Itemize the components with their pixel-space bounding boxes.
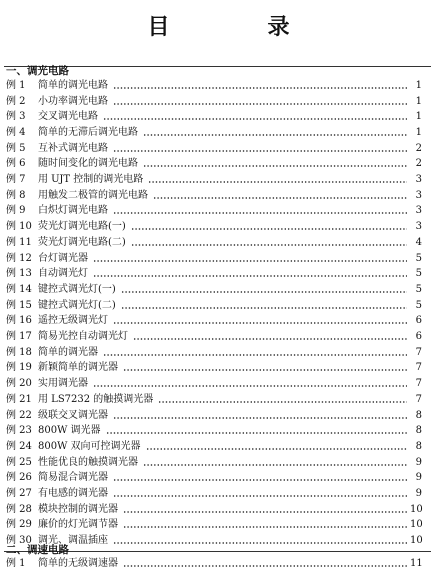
entry-page: 3: [415, 205, 422, 217]
dot-leader: [123, 511, 407, 513]
dot-leader: [146, 448, 407, 450]
entry-title: 800W 调光器: [38, 425, 101, 437]
toc-entry: [6, 157, 422, 173]
entry-page: 2: [415, 158, 422, 170]
dot-leader: [113, 322, 407, 324]
entry-number: 例 13: [6, 268, 32, 280]
entry-page: 2: [415, 142, 422, 154]
toc-entry: [6, 94, 422, 110]
toc-entry: [6, 78, 422, 94]
dot-leader: [113, 495, 407, 497]
entry-title: 键控式调光灯(二): [38, 299, 116, 311]
entry-title: 廉价的灯光调节器: [38, 519, 118, 531]
dot-leader: [113, 150, 407, 152]
entry-title: 随时间变化的调光电路: [38, 158, 138, 170]
entry-number: 例 4: [6, 126, 26, 138]
toc-entry: [6, 376, 422, 392]
entry-number: 例 29: [6, 519, 32, 531]
entry-number: 例 21: [6, 393, 32, 405]
entry-title: 简易混合调光器: [38, 472, 108, 484]
entry-page: 6: [415, 315, 422, 327]
toc-entry: [6, 266, 422, 282]
dot-leader: [148, 181, 407, 183]
entry-page: 1: [415, 126, 422, 138]
toc-entry: [6, 423, 422, 439]
entry-page: 1: [415, 95, 422, 107]
entry-number: 例 2: [6, 95, 26, 107]
entry-title: 800W 双向可控调光器: [38, 440, 141, 452]
dot-leader: [103, 354, 407, 356]
dot-leader: [153, 197, 407, 199]
section-heading-speed: 二、调速电路: [6, 544, 69, 556]
entry-page: 5: [415, 299, 422, 311]
toc-entry: [6, 188, 422, 204]
entry-title: 用触发二极管的调光电路: [38, 189, 148, 201]
entry-title: 简单的无滞后调光电路: [38, 126, 138, 138]
entry-number: 例 12: [6, 252, 32, 264]
toc-entry: [6, 235, 422, 251]
entry-title: 级联交叉调光器: [38, 409, 108, 421]
entry-title: 调光、调温插座: [38, 535, 108, 547]
entry-title: 简易光控自动调光灯: [38, 331, 128, 343]
toc-entry: [6, 345, 422, 361]
entry-number: 例 20: [6, 378, 32, 390]
dot-leader: [123, 565, 407, 567]
entry-number: 例 16: [6, 315, 32, 327]
entry-page: 7: [415, 378, 422, 390]
toc-entry: [6, 219, 422, 235]
entry-title: 新颖简单的调光器: [38, 362, 118, 374]
dot-leader: [131, 244, 407, 246]
entry-page: 3: [415, 221, 422, 233]
entry-page: 10: [410, 519, 423, 531]
entry-page: 7: [415, 346, 422, 358]
dot-leader: [121, 291, 407, 293]
entry-page: 7: [415, 362, 422, 374]
section-heading-dimming: 一、调光电路: [6, 65, 69, 77]
entry-page: 8: [415, 440, 422, 452]
entry-number: 例 30: [6, 535, 32, 547]
entry-title: 性能优良的触摸调光器: [38, 456, 138, 468]
entry-page: 5: [415, 252, 422, 264]
entry-number: 例 17: [6, 331, 32, 343]
entry-number: 例 11: [6, 236, 32, 248]
entry-title: 小功率调光电路: [38, 95, 108, 107]
entry-page: 9: [415, 472, 422, 484]
dot-leader: [93, 275, 407, 277]
dot-leader: [133, 338, 407, 340]
dot-leader: [123, 369, 407, 371]
entry-number: 例 27: [6, 488, 32, 500]
entry-page: 1: [415, 111, 422, 123]
toc-entry: [6, 172, 422, 188]
entry-title: 简单的调光器: [38, 346, 98, 358]
dot-leader: [93, 260, 407, 262]
dot-leader: [123, 526, 407, 528]
dot-leader: [158, 401, 407, 403]
entry-page: 6: [415, 331, 422, 343]
entry-page: 7: [415, 393, 422, 405]
entry-number: 例 28: [6, 503, 32, 515]
entry-number: 例 24: [6, 440, 32, 452]
entry-page: 5: [415, 268, 422, 280]
dot-leader: [113, 212, 407, 214]
toc-entry: [6, 329, 422, 345]
entry-number: 例 3: [6, 111, 26, 123]
toc-entry: [6, 314, 422, 330]
toc-entry: [6, 392, 422, 408]
dot-leader: [113, 479, 407, 481]
entry-number: 例 22: [6, 409, 32, 421]
toc-entry: [6, 298, 422, 314]
entry-title: 键控式调光灯(一): [38, 283, 116, 295]
dot-leader: [121, 307, 407, 309]
entry-page: 9: [415, 456, 422, 468]
entry-number: 例 1: [6, 79, 26, 91]
entry-number: 例 1: [6, 557, 26, 569]
toc-entry: [6, 455, 422, 471]
entry-title: 实用调光器: [38, 378, 88, 390]
dot-leader: [106, 432, 407, 434]
entry-page: 4: [415, 236, 422, 248]
entry-number: 例 10: [6, 221, 32, 233]
dot-leader: [113, 87, 407, 89]
toc-entry: [6, 141, 422, 157]
page-title: 目 录: [147, 14, 328, 40]
entry-number: 例 6: [6, 158, 26, 170]
entry-title: 用 LS7232 的触摸调光器: [38, 393, 154, 405]
toc-entry: [6, 109, 422, 125]
toc-entry: [6, 408, 422, 424]
dot-leader: [113, 417, 407, 419]
toc-entry: [6, 125, 422, 141]
toc-entry: [6, 518, 422, 534]
entry-number: 例 9: [6, 205, 26, 217]
entry-title: 简单的调光电路: [38, 79, 108, 91]
entry-title: 用 UJT 控制的调光电路: [38, 174, 144, 186]
entry-title: 简单的无级调速器: [38, 557, 118, 569]
entry-number: 例 14: [6, 283, 32, 295]
entry-number: 例 19: [6, 362, 32, 374]
entry-page: 1: [415, 79, 422, 91]
entry-number: 例 15: [6, 299, 32, 311]
dot-leader: [113, 103, 407, 105]
dot-leader: [93, 385, 407, 387]
toc-entry: [6, 471, 422, 487]
dot-leader: [143, 134, 407, 136]
entry-number: 例 7: [6, 174, 26, 186]
entry-number: 例 23: [6, 425, 32, 437]
dot-leader: [103, 118, 407, 120]
entry-page: 8: [415, 425, 422, 437]
entry-number: 例 18: [6, 346, 32, 358]
entry-title: 有电感的调光器: [38, 488, 108, 500]
entry-title: 互补式调光电路: [38, 142, 108, 154]
entry-number: 例 5: [6, 142, 26, 154]
entry-page: 5: [415, 283, 422, 295]
entry-page: 8: [415, 409, 422, 421]
entry-number: 例 25: [6, 456, 32, 468]
toc-entry: [6, 502, 422, 518]
dot-leader: [113, 542, 407, 544]
entry-title: 荧光灯调光电路(一): [38, 221, 126, 233]
entry-page: 11: [410, 557, 423, 569]
entry-title: 交叉调光电路: [38, 111, 98, 123]
toc-entry: [6, 556, 422, 572]
toc-entry: [6, 204, 422, 220]
toc-entry: [6, 251, 422, 267]
toc-entry: [6, 439, 422, 455]
entry-title: 遥控无级调光灯: [38, 315, 108, 327]
dot-leader: [143, 165, 407, 167]
entry-title: 台灯调光器: [38, 252, 88, 264]
entry-page: 10: [410, 535, 423, 547]
toc-entry: [6, 486, 422, 502]
entry-title: 模块控制的调光器: [38, 503, 118, 515]
dot-leader: [143, 464, 407, 466]
entry-page: 10: [410, 503, 423, 515]
entry-title: 白炽灯调光电路: [38, 205, 108, 217]
entry-number: 例 8: [6, 189, 26, 201]
entry-title: 荧光灯调光电路(二): [38, 236, 126, 248]
entry-number: 例 26: [6, 472, 32, 484]
entry-page: 3: [415, 189, 422, 201]
entry-title: 自动调光灯: [38, 268, 88, 280]
dot-leader: [131, 228, 407, 230]
entry-page: 3: [415, 174, 422, 186]
toc-entry: [6, 282, 422, 298]
toc-entry: [6, 361, 422, 377]
entry-page: 9: [415, 488, 422, 500]
